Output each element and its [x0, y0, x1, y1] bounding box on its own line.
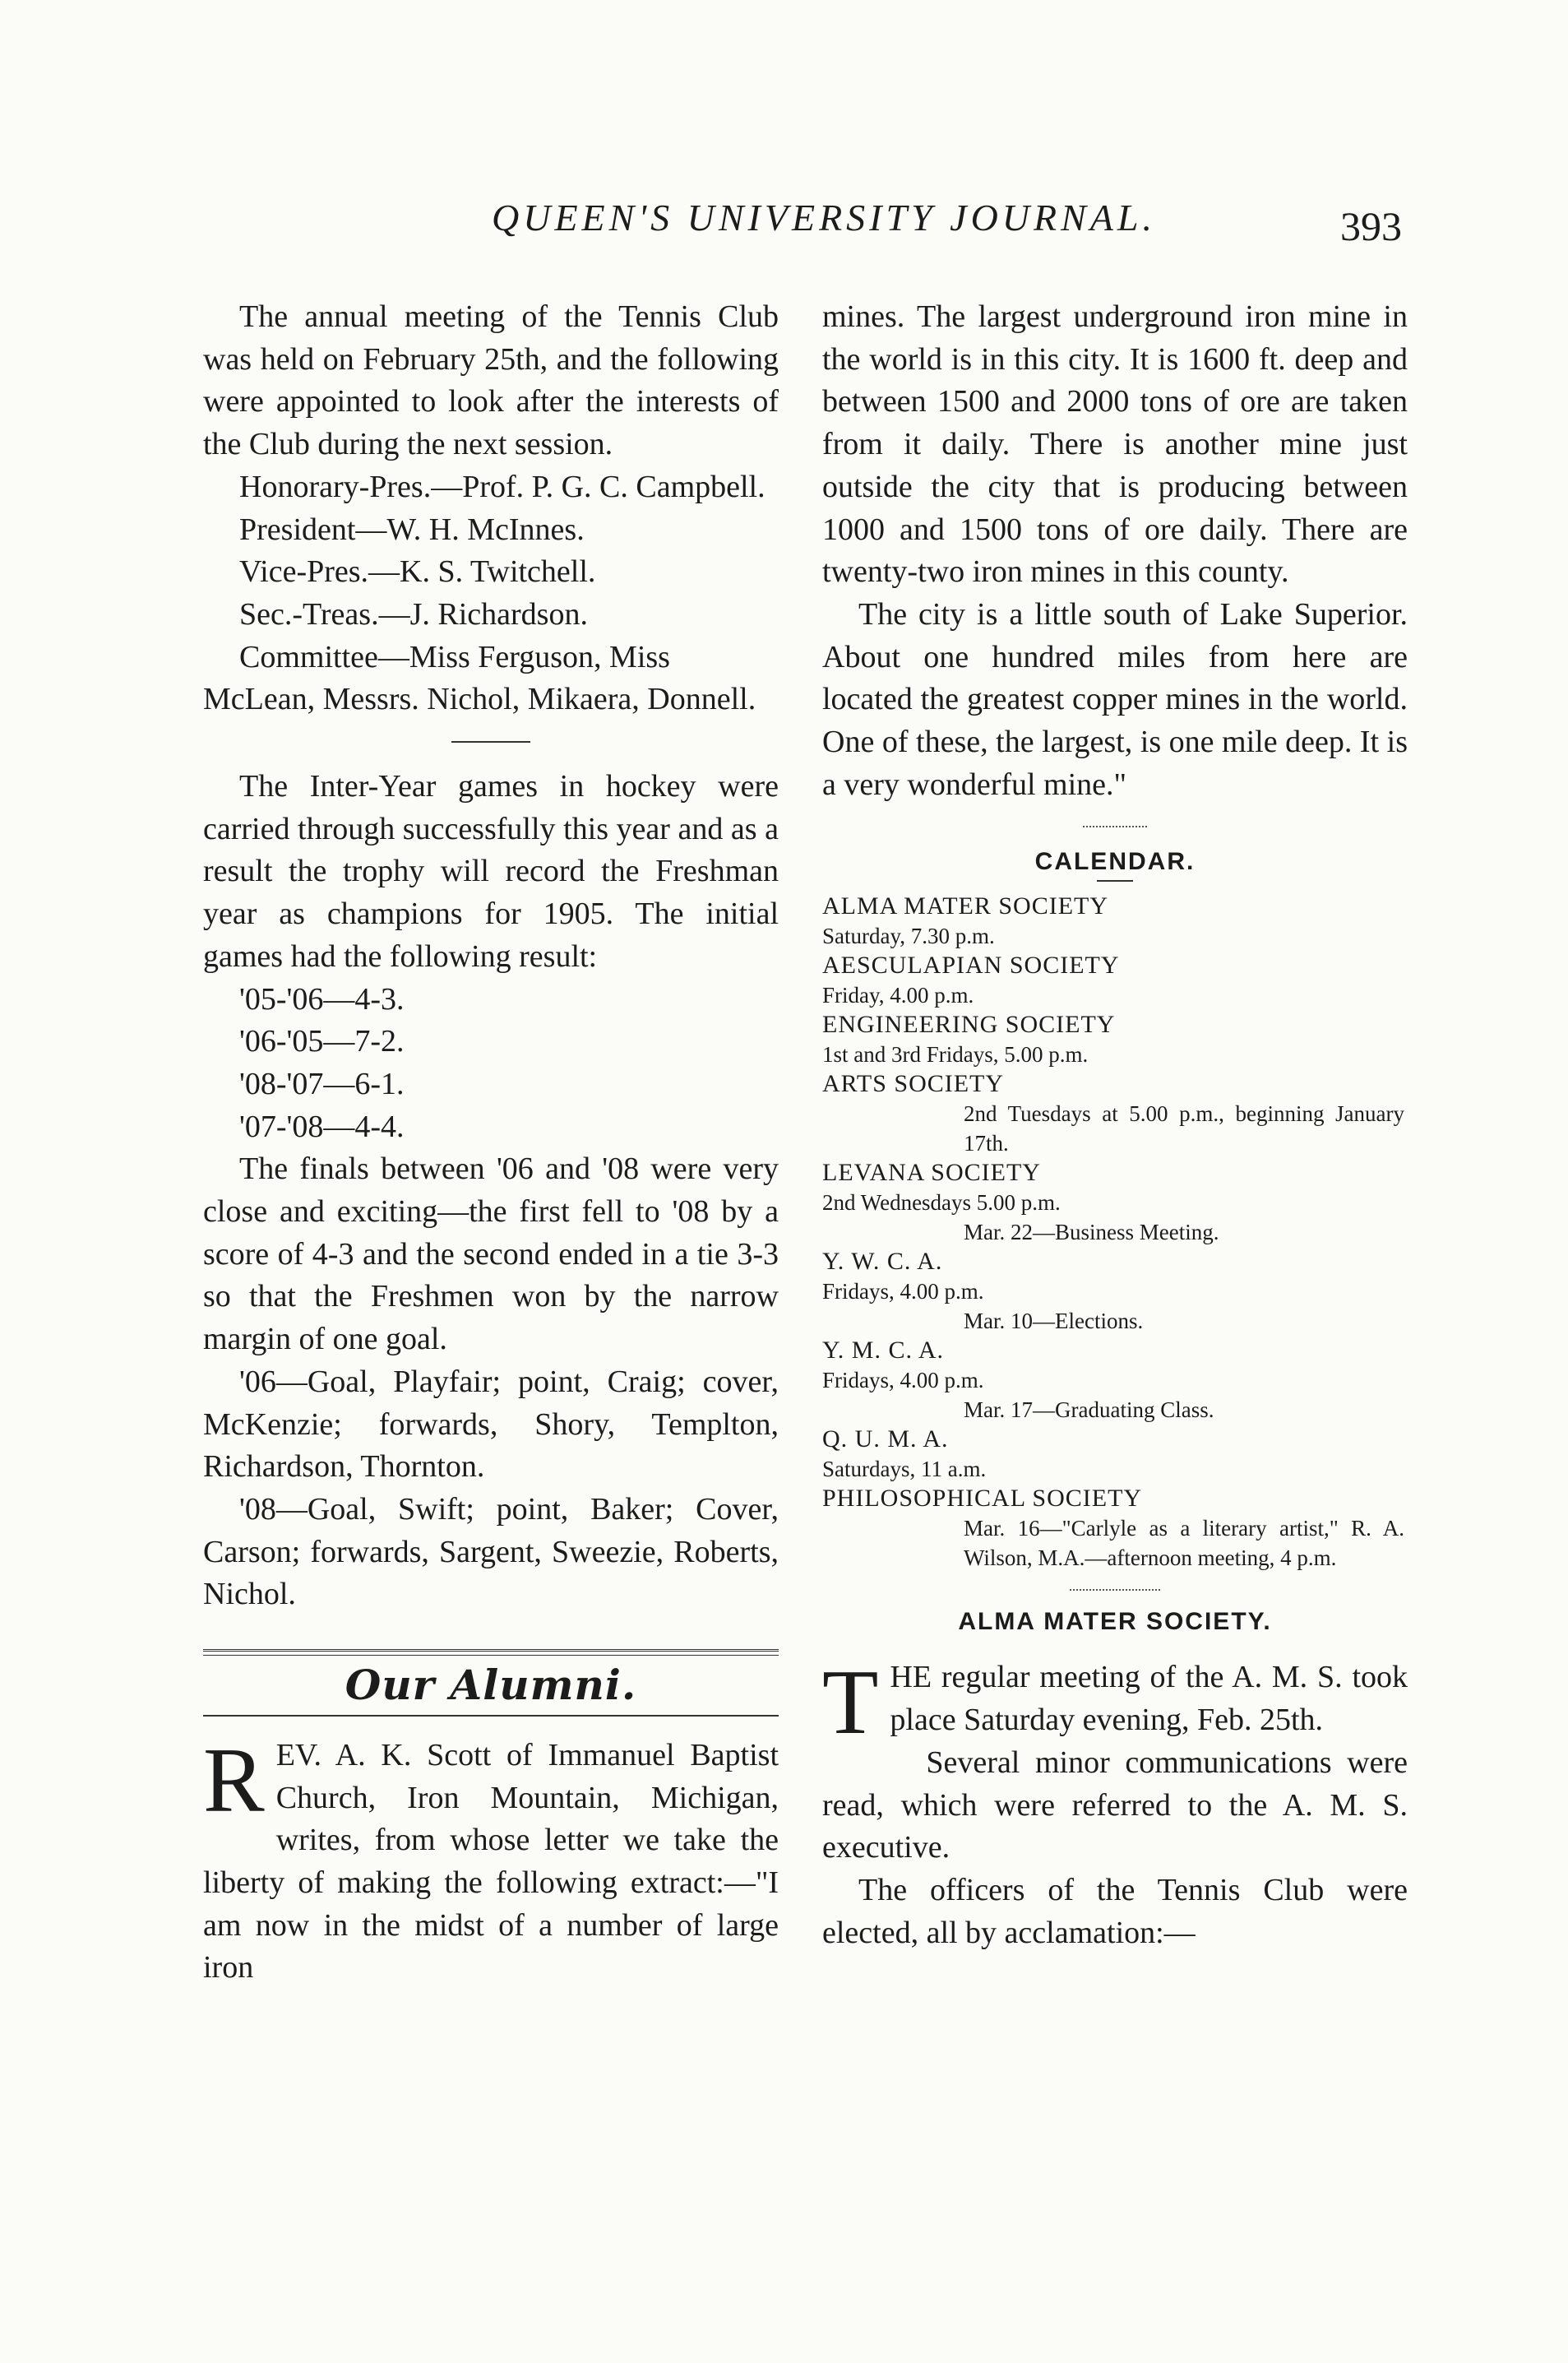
officer-honorary-president: Honorary-Pres.—Prof. P. G. C. Campbell.	[239, 469, 765, 504]
hockey-finals: The finals between '06 and '08 were very close and exciting—the first fell to '08 by a score of 4-3 and the second ended in a tie 3-3 so that the Freshmen won by the narrow margin of one goal.	[203, 1151, 779, 1357]
officer-sec-treas: Sec.-Treas.—J. Richardson.	[239, 596, 588, 632]
alumni-letter-text: EV. A. K. Scott of Immanuel Baptist Church, Iron Mountain, Michigan, writes, from whose letter we take the liberty of making the following extract:—"I am now in the midst of a number of large iron	[203, 1737, 779, 1985]
calendar-note: Mar. 10—Elections.	[964, 1309, 1144, 1334]
alumni-letter	[203, 1729, 779, 1990]
calendar-entry	[822, 1425, 1408, 1484]
decorative-divider	[1070, 1589, 1160, 1591]
page-header	[0, 196, 1568, 262]
calendar-note: Mar. 16—"Carlyle as a literary artist," R. A. Wilson, M.A.—afternoon meeting, 4 p.m.	[964, 1516, 1404, 1571]
decorative-divider	[1083, 826, 1147, 827]
calendar-entry	[822, 1484, 1408, 1573]
ams-paragraph-1-text: HE regular meeting of the A. M. S. took place Saturday evening, Feb. 25th.	[890, 1660, 1408, 1738]
calendar-note: Mar. 17—Graduating Class.	[964, 1397, 1214, 1423]
officer-president: President—W. H. McInnes.	[239, 512, 585, 547]
ams-paragraph-3: The officers of the Tennis Club were elected, all by acclamation:—	[822, 1872, 1408, 1950]
calendar-time: 2nd Tuesdays at 5.00 p.m., beginning January 17th.	[964, 1101, 1404, 1156]
calendar-society: ALMA MATER SOCIETY	[822, 892, 1109, 920]
ams-heading: ALMA MATER SOCIETY.	[958, 1608, 1272, 1636]
calendar-entry	[822, 1069, 1408, 1158]
double-rule-divider	[203, 1649, 779, 1656]
calendar-entry	[822, 1158, 1408, 1247]
drop-cap: T	[822, 1652, 879, 1754]
tennis-officers-list	[203, 466, 779, 721]
team-08-lineup: '08—Goal, Swift; point, Baker; Cover, Carson; forwards, Sargent, Sweezie, Roberts, Nichol.	[203, 1491, 779, 1612]
calendar-time: Friday, 4.00 p.m.	[822, 983, 974, 1008]
left-column	[203, 296, 779, 1990]
calendar-list	[822, 892, 1408, 1573]
calendar-entry	[822, 1247, 1408, 1336]
alumni-heading: Our Alumni.	[345, 1661, 637, 1710]
drop-cap: R	[203, 1729, 265, 1832]
right-column	[822, 296, 1408, 1954]
alumni-rule	[203, 1715, 779, 1717]
calendar-time: Fridays, 4.00 p.m.	[822, 1279, 984, 1304]
calendar-society: Q. U. M. A.	[822, 1425, 949, 1453]
calendar-time: Saturdays, 11 a.m.	[822, 1457, 987, 1482]
mines-paragraph-2: The city is a little south of Lake Superior. About one hundred miles from here are located the greatest copper mines in the world. One of these, the largest, is one mile deep. It is a very wonderful mine."	[822, 596, 1408, 802]
officer-vice-president: Vice-Pres.—K. S. Twitchell.	[239, 554, 596, 590]
calendar-time: 2nd Wednesdays 5.00 p.m.	[822, 1190, 1061, 1216]
tennis-intro: The annual meeting of the Tennis Club was held on February 25th, and the following were appointed to look after the interests of the Club during the next session.	[203, 299, 779, 462]
calendar-society: Y. W. C. A.	[822, 1248, 943, 1276]
calendar-entry	[822, 951, 1408, 1010]
calendar-society: ARTS SOCIETY	[822, 1070, 1005, 1098]
hockey-score: '08-'07—6-1.	[239, 1066, 405, 1101]
running-title: QUEEN'S UNIVERSITY JOURNAL.	[492, 197, 1156, 239]
hockey-intro: The Inter-Year games in hockey were carried through successfully this year and as a result the trophy will record the Freshman year as champions for 1905. The initial games had the following result:	[203, 769, 779, 974]
calendar-heading: CALENDAR.	[1034, 848, 1196, 876]
calendar-note: Mar. 22—Business Meeting.	[964, 1220, 1219, 1245]
calendar-heading-underline	[1097, 880, 1133, 882]
mines-paragraph-1: mines. The largest underground iron mine in the world is in this city. It is 1600 ft. deep and between 1500 and 2000 tons of ore are taken from it daily. There is another mine just outside the city that is producing between 1000 and 1500 tons of ore daily. There are twenty-two iron mines in this county.	[822, 299, 1408, 590]
ams-paragraph-1	[822, 1652, 1408, 1754]
section-divider	[451, 741, 530, 743]
hockey-scores-list	[203, 979, 779, 1149]
calendar-society: AESCULAPIAN SOCIETY	[822, 952, 1120, 980]
calendar-entry	[822, 1010, 1408, 1069]
team-06-lineup: '06—Goal, Playfair; point, Craig; cover, McKenzie; forwards, Shory, Templton, Richardson, Thornton.	[203, 1364, 779, 1485]
hockey-score: '05-'06—4-3.	[239, 981, 405, 1017]
calendar-society: LEVANA SOCIETY	[822, 1159, 1041, 1187]
calendar-time: 1st and 3rd Fridays, 5.00 p.m.	[822, 1042, 1089, 1068]
calendar-time: Saturday, 7.30 p.m.	[822, 924, 995, 949]
calendar-society: Y. M. C. A.	[822, 1337, 944, 1365]
page-number: 393	[1340, 203, 1402, 249]
calendar-society: PHILOSOPHICAL SOCIETY	[822, 1485, 1143, 1513]
hockey-score: '06-'05—7-2.	[239, 1024, 405, 1059]
calendar-entry	[822, 1336, 1408, 1425]
calendar-time: Fridays, 4.00 p.m.	[822, 1368, 984, 1393]
calendar-society: ENGINEERING SOCIETY	[822, 1011, 1116, 1039]
officer-committee: Committee—Miss Ferguson, Miss McLean, Messrs. Nichol, Mikaera, Donnell.	[203, 639, 756, 717]
calendar-entry	[822, 892, 1408, 951]
ams-paragraph-2: Several minor communications were read, which were referred to the A. M. S. executive.	[822, 1744, 1408, 1865]
hockey-score: '07-'08—4-4.	[239, 1109, 405, 1144]
spacer	[822, 1638, 1408, 1656]
